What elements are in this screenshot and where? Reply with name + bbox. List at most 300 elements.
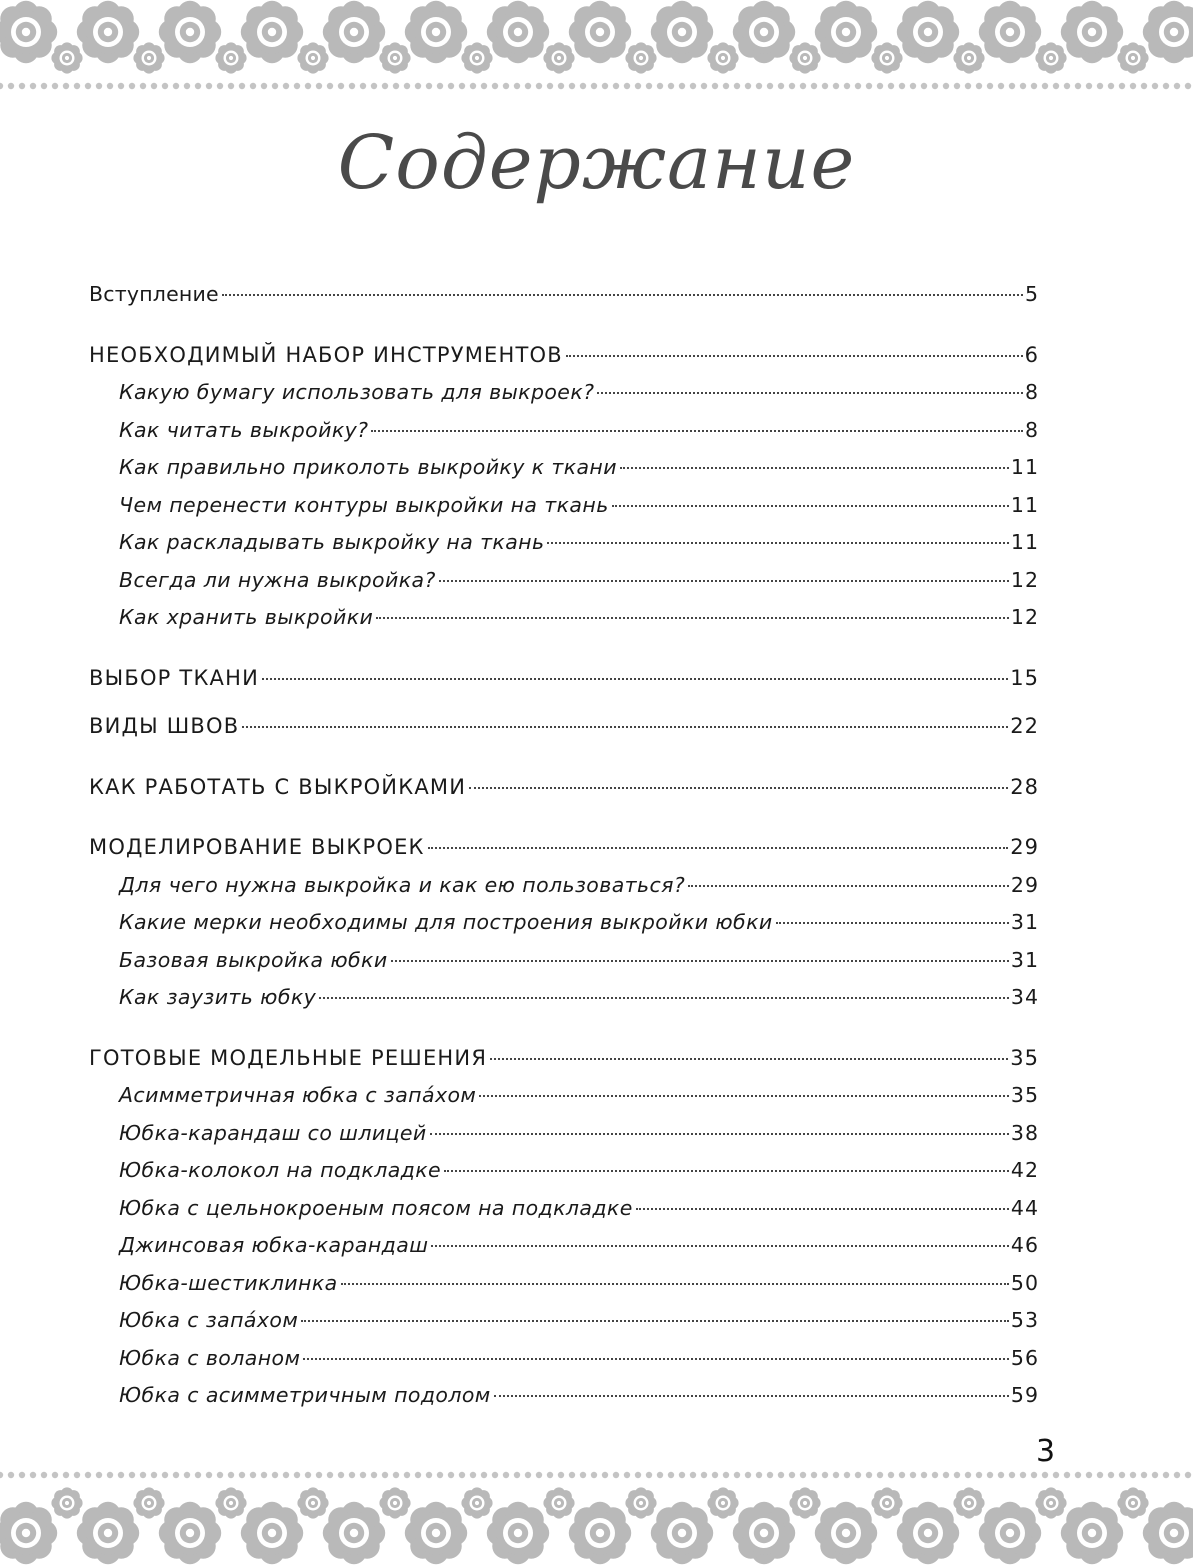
toc-entry-label: Как правильно приколоть выкройку к ткани bbox=[119, 455, 617, 479]
lace-dot bbox=[591, 1472, 597, 1478]
lace-dot bbox=[701, 1472, 707, 1478]
toc-entry[interactable] bbox=[89, 867, 1039, 905]
lace-flower-icon bbox=[897, 1502, 959, 1564]
toc-entry-intro[interactable] bbox=[89, 276, 1039, 314]
leader-dots bbox=[431, 1244, 1009, 1247]
lace-dot bbox=[756, 1472, 762, 1478]
lace-flower-icon bbox=[487, 1502, 549, 1564]
lace-dot bbox=[1130, 83, 1136, 89]
toc-entry[interactable] bbox=[89, 524, 1039, 562]
lace-flower-icon bbox=[215, 1487, 246, 1518]
lace-dot bbox=[679, 83, 685, 89]
lace-flower-icon bbox=[159, 1502, 221, 1564]
toc-entry-label: Юбка-карандаш со шлицей bbox=[119, 1120, 427, 1145]
lace-dot bbox=[987, 1472, 993, 1478]
lace-dot bbox=[41, 83, 47, 89]
lace-dot bbox=[899, 1472, 905, 1478]
lace-dot bbox=[448, 83, 454, 89]
toc-section-patterns[interactable] bbox=[89, 769, 1039, 807]
toc-entry[interactable] bbox=[89, 374, 1039, 412]
page-number: 3 bbox=[1036, 1434, 1056, 1469]
lace-dot bbox=[294, 1472, 300, 1478]
lace-dot bbox=[811, 1472, 817, 1478]
lace-dot bbox=[1020, 1472, 1026, 1478]
lace-dot bbox=[822, 1472, 828, 1478]
toc-entry-page: 22 bbox=[1010, 714, 1039, 738]
lace-dot bbox=[1185, 1472, 1191, 1478]
lace-dot bbox=[1119, 1472, 1125, 1478]
toc-entry[interactable] bbox=[89, 1190, 1039, 1228]
lace-dot bbox=[965, 1472, 971, 1478]
toc-entry-page: 35 bbox=[1010, 1045, 1039, 1070]
lace-dot bbox=[250, 83, 256, 89]
lace-dot bbox=[514, 1472, 520, 1478]
lace-dot bbox=[239, 1472, 245, 1478]
lace-dot bbox=[217, 1472, 223, 1478]
lace-dot bbox=[1141, 1472, 1147, 1478]
lace-dot bbox=[8, 1472, 14, 1478]
lace-dot bbox=[734, 1472, 740, 1478]
lace-dot bbox=[536, 1472, 542, 1478]
lace-dot bbox=[1042, 1472, 1048, 1478]
lace-dot bbox=[1141, 83, 1147, 89]
toc-entry-page: 34 bbox=[1010, 985, 1039, 1009]
lace-dot bbox=[19, 1472, 25, 1478]
lace-dot bbox=[162, 83, 168, 89]
lace-dot bbox=[283, 83, 289, 89]
lace-dot bbox=[0, 1472, 3, 1478]
lace-flower-icon bbox=[1117, 42, 1148, 73]
lace-flower-icon bbox=[543, 1487, 574, 1518]
leader-dots bbox=[444, 1169, 1009, 1172]
toc-entry-page: 53 bbox=[1010, 1308, 1039, 1332]
toc-entry[interactable] bbox=[89, 1302, 1039, 1340]
toc-entry[interactable] bbox=[89, 412, 1039, 450]
lace-dot bbox=[822, 83, 828, 89]
leader-dots bbox=[341, 1282, 1009, 1285]
lace-dot bbox=[1097, 83, 1103, 89]
lace-dot bbox=[173, 83, 179, 89]
lace-dot bbox=[833, 83, 839, 89]
toc-entry-label: Базовая выкройка юбки bbox=[119, 947, 388, 972]
lace-dot bbox=[239, 83, 245, 89]
toc-entry-label: ВИДЫ ШВОВ bbox=[89, 714, 240, 738]
toc-entry-page: 11 bbox=[1010, 492, 1039, 517]
lace-dot bbox=[503, 1472, 509, 1478]
lace-dot bbox=[327, 83, 333, 89]
lace-dot bbox=[107, 83, 113, 89]
toc-entry-page: 56 bbox=[1010, 1345, 1039, 1370]
lace-flower-icon bbox=[871, 42, 902, 73]
toc-entry[interactable] bbox=[89, 487, 1039, 525]
lace-dot bbox=[613, 83, 619, 89]
lace-dot bbox=[41, 1472, 47, 1478]
toc-entry-label: Чем перенести контуры выкройки на ткань bbox=[119, 492, 609, 517]
toc-entry-label: Джинсовая юбка-карандаш bbox=[119, 1233, 429, 1257]
lace-dot bbox=[921, 83, 927, 89]
lace-dot bbox=[943, 83, 949, 89]
lace-dot bbox=[844, 1472, 850, 1478]
lace-dot bbox=[591, 83, 597, 89]
lace-dot bbox=[481, 83, 487, 89]
lace-dot bbox=[954, 1472, 960, 1478]
toc-entry[interactable] bbox=[89, 1077, 1039, 1115]
toc-entry-label: Для чего нужна выкройка и как ею пользоваться? bbox=[119, 872, 686, 897]
lace-dot bbox=[1031, 1472, 1037, 1478]
lace-flower-icon bbox=[1143, 1502, 1193, 1564]
lace-dot bbox=[558, 83, 564, 89]
toc-entry-label: Юбка с запáхом bbox=[119, 1308, 299, 1332]
lace-flower-icon bbox=[379, 42, 410, 73]
lace-dot bbox=[723, 1472, 729, 1478]
leader-dots bbox=[612, 504, 1009, 507]
lace-dot bbox=[294, 83, 300, 89]
lace-flower-icon bbox=[789, 42, 820, 73]
toc-entry-label: НЕОБХОДИМЫЙ НАБОР ИНСТРУМЕНТОВ bbox=[89, 342, 563, 367]
toc-entry-label: КАК РАБОТАТЬ С ВЫКРОЙКАМИ bbox=[89, 774, 467, 799]
lace-dot bbox=[756, 83, 762, 89]
lace-dot bbox=[1064, 1472, 1070, 1478]
lace-flower-icon bbox=[77, 1, 139, 63]
toc-entry-label: Как раскладывать выкройку на ткань bbox=[119, 530, 545, 554]
lace-dot bbox=[811, 83, 817, 89]
lace-flower-icon bbox=[405, 1, 467, 63]
lace-dot bbox=[525, 1472, 531, 1478]
lace-dot bbox=[910, 1472, 916, 1478]
lace-dot bbox=[866, 83, 872, 89]
lace-dot bbox=[734, 83, 740, 89]
lace-dot bbox=[932, 83, 938, 89]
lace-dot bbox=[151, 1472, 157, 1478]
lace-dot bbox=[1086, 83, 1092, 89]
lace-flower-icon bbox=[51, 1487, 82, 1518]
lace-flower-icon bbox=[979, 1, 1041, 63]
toc-entry[interactable] bbox=[89, 1265, 1039, 1303]
lace-flower-icon bbox=[651, 1502, 713, 1564]
lace-dot bbox=[305, 83, 311, 89]
toc-entry-page: 31 bbox=[1010, 910, 1039, 934]
lace-dot bbox=[789, 1472, 795, 1478]
lace-dot bbox=[569, 83, 575, 89]
lace-dot bbox=[1185, 83, 1191, 89]
toc-entry-label: Как заузить юбку bbox=[119, 985, 317, 1009]
lace-dot bbox=[547, 1472, 553, 1478]
lace-dot bbox=[745, 1472, 751, 1478]
leader-dots bbox=[303, 1357, 1009, 1360]
lace-dot bbox=[778, 83, 784, 89]
lace-dot bbox=[1163, 1472, 1169, 1478]
lace-flower-icon bbox=[1143, 1, 1193, 63]
lace-dot bbox=[1119, 83, 1125, 89]
toc-entry[interactable] bbox=[89, 1227, 1039, 1265]
lace-dot bbox=[1020, 83, 1026, 89]
lace-dot bbox=[118, 1472, 124, 1478]
lace-flower-icon bbox=[543, 42, 574, 73]
lace-dot bbox=[360, 83, 366, 89]
leader-dots bbox=[547, 541, 1008, 544]
toc-entry[interactable] bbox=[89, 562, 1039, 600]
leader-dots bbox=[301, 1319, 1009, 1322]
lace-dot bbox=[140, 1472, 146, 1478]
leader-dots bbox=[566, 354, 1023, 357]
leader-dots bbox=[222, 293, 1023, 296]
lace-dot bbox=[85, 1472, 91, 1478]
lace-dot bbox=[63, 1472, 69, 1478]
lace-dot bbox=[1031, 83, 1037, 89]
lace-dot bbox=[371, 83, 377, 89]
toc-entry-page: 8 bbox=[1024, 380, 1039, 404]
lace-dot bbox=[866, 1472, 872, 1478]
lace-dot bbox=[1009, 83, 1015, 89]
lace-dot bbox=[767, 1472, 773, 1478]
toc-entry-page: 11 bbox=[1010, 455, 1039, 479]
lace-dot bbox=[74, 83, 80, 89]
toc-entry[interactable] bbox=[89, 979, 1039, 1017]
lace-dot bbox=[767, 83, 773, 89]
lace-dot bbox=[426, 1472, 432, 1478]
table-of-contents bbox=[89, 276, 1039, 1415]
lace-dot bbox=[52, 83, 58, 89]
lace-dot bbox=[998, 83, 1004, 89]
lace-flower-icon bbox=[0, 1, 57, 63]
lace-dot bbox=[8, 83, 14, 89]
lace-dot bbox=[1009, 1472, 1015, 1478]
lace-dot bbox=[1086, 1472, 1092, 1478]
toc-entry-page: 44 bbox=[1010, 1195, 1039, 1220]
lace-dot bbox=[470, 83, 476, 89]
lace-flower-icon bbox=[487, 1, 549, 63]
toc-entry[interactable] bbox=[89, 599, 1039, 637]
lace-dot bbox=[140, 83, 146, 89]
lace-dot bbox=[910, 83, 916, 89]
lace-dot bbox=[96, 1472, 102, 1478]
lace-dot bbox=[514, 83, 520, 89]
lace-dot bbox=[305, 1472, 311, 1478]
lace-dot bbox=[1042, 83, 1048, 89]
toc-section-ready-models[interactable] bbox=[89, 1040, 1039, 1078]
lace-dot bbox=[206, 1472, 212, 1478]
lace-flower-icon bbox=[297, 42, 328, 73]
toc-entry-label: Юбка с воланом bbox=[119, 1345, 301, 1370]
lace-dot bbox=[778, 1472, 784, 1478]
toc-entry-page: 31 bbox=[1010, 947, 1039, 972]
lace-dot bbox=[745, 83, 751, 89]
lace-flower-icon bbox=[241, 1502, 303, 1564]
lace-dot bbox=[1108, 1472, 1114, 1478]
toc-entry-page: 15 bbox=[1010, 665, 1039, 690]
lace-dot bbox=[1075, 83, 1081, 89]
lace-dot bbox=[393, 83, 399, 89]
lace-dot bbox=[206, 83, 212, 89]
lace-dot bbox=[690, 1472, 696, 1478]
lace-dot bbox=[580, 1472, 586, 1478]
lace-flower-icon bbox=[953, 1487, 984, 1518]
lace-dot bbox=[976, 83, 982, 89]
lace-dot bbox=[195, 1472, 201, 1478]
lace-dot bbox=[932, 1472, 938, 1478]
lace-flower-icon bbox=[733, 1502, 795, 1564]
leader-dots bbox=[376, 616, 1009, 619]
lace-dot bbox=[228, 83, 234, 89]
toc-entry-label: Юбка с цельнокроеным поясом на подкладке bbox=[119, 1195, 633, 1220]
lace-dot bbox=[1152, 1472, 1158, 1478]
lace-dot bbox=[1064, 83, 1070, 89]
lace-border-top bbox=[0, 0, 1193, 96]
lace-dot bbox=[360, 1472, 366, 1478]
toc-entry-label: Юбка-шестиклинка bbox=[119, 1270, 338, 1295]
toc-section-seams[interactable] bbox=[89, 708, 1039, 746]
lace-dot bbox=[1097, 1472, 1103, 1478]
lace-dot bbox=[129, 1472, 135, 1478]
lace-dot bbox=[481, 1472, 487, 1478]
toc-entry-page: 29 bbox=[1010, 835, 1039, 859]
lace-dot bbox=[52, 1472, 58, 1478]
lace-dot bbox=[668, 1472, 674, 1478]
lace-dot bbox=[63, 83, 69, 89]
lace-flower-icon bbox=[461, 1487, 492, 1518]
lace-dot bbox=[393, 1472, 399, 1478]
lace-flower-icon bbox=[241, 1, 303, 63]
lace-dot bbox=[415, 1472, 421, 1478]
lace-dot bbox=[382, 1472, 388, 1478]
toc-entry[interactable] bbox=[89, 1115, 1039, 1153]
toc-entry-page: 5 bbox=[1024, 282, 1039, 306]
lace-dot bbox=[877, 83, 883, 89]
lace-dot bbox=[613, 1472, 619, 1478]
lace-dot bbox=[1174, 1472, 1180, 1478]
leader-dots bbox=[430, 1132, 1009, 1135]
lace-dot bbox=[0, 83, 3, 89]
lace-flower-icon bbox=[625, 1487, 656, 1518]
lace-flower-icon bbox=[133, 42, 164, 73]
toc-entry-label: Какую бумагу использовать для выкроек? bbox=[119, 380, 595, 404]
lace-dot bbox=[1152, 83, 1158, 89]
toc-entry[interactable] bbox=[89, 942, 1039, 980]
lace-dot bbox=[470, 1472, 476, 1478]
leader-dots bbox=[439, 579, 1009, 582]
toc-entry-label: Юбка-колокол на подкладке bbox=[119, 1158, 442, 1182]
leader-dots bbox=[494, 1394, 1009, 1397]
toc-entry[interactable] bbox=[89, 1377, 1039, 1415]
lace-dot bbox=[1108, 83, 1114, 89]
lace-flower-icon bbox=[871, 1487, 902, 1518]
lace-dot bbox=[195, 83, 201, 89]
lace-dot bbox=[459, 1472, 465, 1478]
toc-entry-page: 12 bbox=[1010, 605, 1039, 629]
leader-dots bbox=[490, 1057, 1008, 1060]
leader-dots bbox=[319, 996, 1009, 999]
toc-entry-page: 42 bbox=[1010, 1158, 1039, 1182]
lace-dot bbox=[151, 83, 157, 89]
lace-dot bbox=[624, 83, 630, 89]
lace-dot bbox=[833, 1472, 839, 1478]
lace-dot bbox=[448, 1472, 454, 1478]
leader-dots bbox=[597, 391, 1023, 394]
leader-dots bbox=[636, 1207, 1009, 1210]
lace-flower-icon bbox=[1035, 1487, 1066, 1518]
lace-dot bbox=[1075, 1472, 1081, 1478]
lace-flower-icon bbox=[405, 1502, 467, 1564]
lace-dot bbox=[646, 1472, 652, 1478]
lace-dot bbox=[437, 1472, 443, 1478]
lace-dot bbox=[624, 1472, 630, 1478]
leader-dots bbox=[391, 959, 1009, 962]
lace-dot bbox=[547, 83, 553, 89]
toc-section-tools[interactable] bbox=[89, 337, 1039, 375]
toc-entry-label: ГОТОВЫЕ МОДЕЛЬНЫЕ РЕШЕНИЯ bbox=[89, 1045, 488, 1070]
toc-entry-label: Юбка с асимметричным подолом bbox=[119, 1383, 491, 1407]
lace-dot bbox=[250, 1472, 256, 1478]
lace-dot bbox=[1163, 83, 1169, 89]
lace-dot bbox=[723, 83, 729, 89]
lace-flower-icon bbox=[651, 1, 713, 63]
lace-dot bbox=[888, 83, 894, 89]
lace-dot bbox=[74, 1472, 80, 1478]
lace-dot bbox=[998, 1472, 1004, 1478]
lace-dot bbox=[261, 83, 267, 89]
toc-entry-page: 12 bbox=[1010, 567, 1039, 592]
lace-flower-icon bbox=[569, 1, 631, 63]
lace-flower-icon bbox=[51, 42, 82, 73]
lace-dot bbox=[261, 1472, 267, 1478]
lace-dot bbox=[371, 1472, 377, 1478]
lace-flower-icon bbox=[1061, 1502, 1123, 1564]
lace-dot bbox=[349, 83, 355, 89]
lace-dot bbox=[228, 1472, 234, 1478]
lace-dot bbox=[404, 83, 410, 89]
lace-dot bbox=[503, 83, 509, 89]
toc-section-modeling[interactable] bbox=[89, 829, 1039, 867]
lace-dot bbox=[712, 83, 718, 89]
lace-dot bbox=[701, 83, 707, 89]
lace-flower-icon bbox=[789, 1487, 820, 1518]
lace-flower-icon bbox=[461, 42, 492, 73]
lace-flower-icon bbox=[707, 1487, 738, 1518]
lace-flower-icon bbox=[979, 1502, 1041, 1564]
lace-dot bbox=[657, 83, 663, 89]
lace-dot bbox=[338, 1472, 344, 1478]
leader-dots bbox=[262, 677, 1008, 680]
lace-dot bbox=[1053, 83, 1059, 89]
toc-entry-label: Как читать выкройку? bbox=[119, 417, 369, 442]
lace-flower-icon bbox=[215, 42, 246, 73]
lace-flower-icon bbox=[815, 1, 877, 63]
lace-flower-icon bbox=[379, 1487, 410, 1518]
lace-flower-icon bbox=[323, 1502, 385, 1564]
lace-flower-icon bbox=[0, 1502, 57, 1564]
toc-entry-label: Асимметричная юбка с запáхом bbox=[119, 1083, 477, 1107]
toc-entry[interactable] bbox=[89, 904, 1039, 942]
toc-entry[interactable] bbox=[89, 1152, 1039, 1190]
toc-entry[interactable] bbox=[89, 449, 1039, 487]
lace-dot bbox=[635, 83, 641, 89]
lace-dot bbox=[316, 83, 322, 89]
lace-dot bbox=[327, 1472, 333, 1478]
toc-section-fabric[interactable] bbox=[89, 660, 1039, 698]
lace-dot bbox=[162, 1472, 168, 1478]
lace-dot bbox=[844, 83, 850, 89]
leader-dots bbox=[776, 921, 1009, 924]
toc-entry[interactable] bbox=[89, 1340, 1039, 1378]
lace-dot bbox=[404, 1472, 410, 1478]
lace-dot bbox=[283, 1472, 289, 1478]
lace-dot bbox=[712, 1472, 718, 1478]
lace-dot bbox=[426, 83, 432, 89]
toc-entry-page: 38 bbox=[1010, 1120, 1039, 1145]
lace-dot bbox=[789, 83, 795, 89]
lace-dot bbox=[855, 1472, 861, 1478]
lace-dot bbox=[30, 1472, 36, 1478]
